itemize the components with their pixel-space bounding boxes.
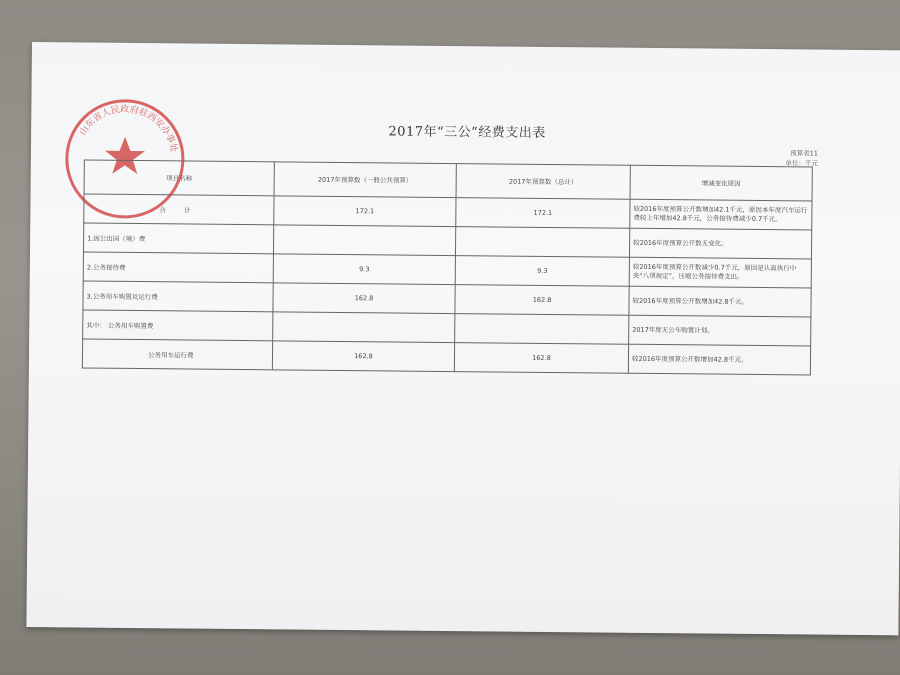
row-reason: 2017年度无公车购置计划。 [629, 315, 811, 346]
row-total: 162.8 [454, 343, 628, 374]
header-item-name: 项目名称 [84, 160, 274, 196]
form-number: 预算表11 [790, 149, 819, 158]
row-reason: 较2016年度预算公开数减少0.7千元，原因是认真执行中央“八项规定”，压缩公务接待费支出。 [629, 257, 811, 288]
document-page [26, 42, 900, 635]
row-reason: 较2016年度预算公开数增加42.8千元。 [628, 344, 810, 375]
row-general: 162.8 [272, 341, 454, 372]
row-reason: 较2016年度预算公开数增加42.1千元，原因本年度汽车运行费较上年增加42.8千元，公务接待费减少0.7千元。 [630, 199, 812, 230]
row-name: 合 计 [84, 194, 274, 225]
row-reason: 较2016年度预算公开数无变化。 [629, 228, 811, 259]
header-budget-general: 2017年预算数（一般公共预算） [274, 162, 456, 198]
row-total: 172.1 [456, 198, 630, 229]
seal-text: 山东省人民政府驻西安办事处 [77, 104, 179, 154]
row-name: 2.公务接待费 [83, 252, 273, 283]
row-name: 1.因公出国（境）费 [83, 223, 273, 254]
row-general [273, 225, 455, 256]
header-budget-total: 2017年预算数（总计） [456, 164, 630, 200]
table-row [82, 339, 810, 375]
row-general: 162.8 [273, 283, 455, 314]
row-name: 3.公务用车购置及运行费 [83, 281, 273, 312]
row-general [273, 312, 455, 343]
row-total: 162.8 [455, 285, 629, 316]
row-reason: 较2016年度预算公开数增加42.8千元。 [629, 286, 811, 317]
row-general: 9.3 [273, 254, 455, 285]
row-name: 其中： 公务用车购置费 [83, 310, 273, 341]
row-general: 172.1 [274, 196, 456, 227]
header-change-reason: 增减变化原因 [630, 165, 812, 201]
row-total: 9.3 [455, 256, 629, 287]
row-name: 公务用车运行费 [82, 339, 272, 370]
row-total [455, 314, 629, 345]
expense-table [82, 160, 813, 376]
row-total [455, 227, 629, 258]
unit-label: 单位：千元 [785, 159, 818, 168]
page-title: 2017年“三公”经费支出表 [388, 124, 546, 141]
